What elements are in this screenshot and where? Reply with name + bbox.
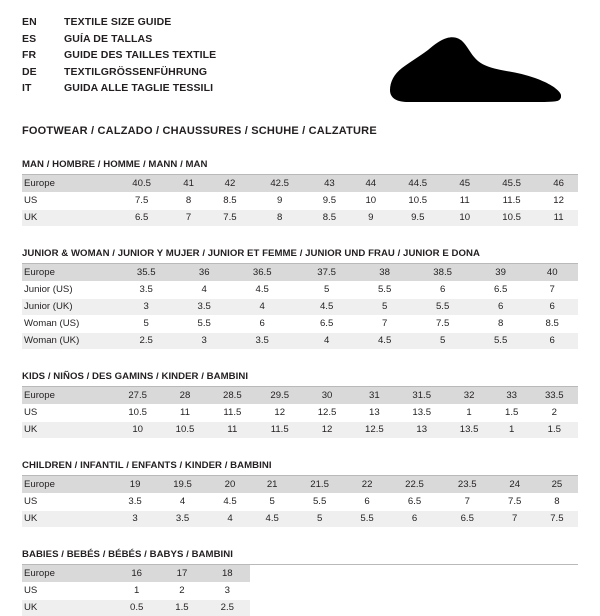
size-cell: 38: [359, 264, 411, 281]
size-cell: 5.5: [359, 281, 411, 298]
size-cell: 36: [178, 264, 230, 281]
size-cell: 44: [351, 175, 390, 192]
size-cell: 12.5: [303, 404, 350, 421]
size-cell: 4.5: [294, 298, 358, 315]
group-man: [0, 137, 600, 226]
size-cell: 7.5: [114, 192, 169, 209]
row-label: Junior (US): [22, 281, 114, 298]
size-cell: 7: [526, 281, 578, 298]
language-code: IT: [22, 82, 32, 95]
size-cell: 6.5: [114, 209, 169, 226]
size-cell: 8: [169, 192, 208, 209]
size-cell: 4.5: [251, 510, 293, 527]
size-cell: 8: [536, 493, 578, 510]
size-cell: 5: [293, 510, 346, 527]
size-cell: 4.5: [230, 281, 294, 298]
row-label: Woman (UK): [22, 332, 114, 349]
size-cell: 1.5: [531, 421, 578, 438]
size-cell: 8: [475, 315, 527, 332]
language-title: TEXTILE SIZE GUIDE: [64, 16, 172, 28]
size-cell: 11: [209, 421, 256, 438]
size-cell: 5: [251, 493, 293, 510]
size-cell: 2.5: [205, 599, 250, 616]
size-cell: 3: [205, 582, 250, 599]
row-label: UK: [22, 510, 114, 527]
size-cell: 20: [209, 476, 251, 493]
size-cell: 19.5: [156, 476, 209, 493]
language-code: ES: [22, 32, 37, 45]
size-cell: 10.5: [114, 404, 161, 421]
size-cell: 12: [256, 404, 303, 421]
size-cell: 4: [294, 332, 358, 349]
size-cell: 9: [252, 192, 307, 209]
group-junior-woman: [0, 226, 600, 349]
size-cell: 22: [346, 476, 388, 493]
table-row: [22, 421, 578, 438]
size-cell: 33.5: [531, 387, 578, 404]
size-cell: 11: [161, 404, 208, 421]
group-babies: [0, 527, 600, 616]
size-cell: 7.5: [410, 315, 474, 332]
row-label: US: [22, 192, 114, 209]
size-table-junior-woman: [22, 264, 578, 349]
size-cell: 23.5: [441, 476, 494, 493]
size-cell: 5.5: [475, 332, 527, 349]
language-title: TEXTILGRÖSSENFÜHRUNG: [64, 65, 208, 78]
size-cell: 4.5: [359, 332, 411, 349]
size-cell: 1: [445, 404, 492, 421]
size-cell: 25: [536, 476, 578, 493]
size-cell: 42: [208, 175, 252, 192]
size-cell: 29.5: [256, 387, 303, 404]
size-cell: 9.5: [307, 192, 351, 209]
language-row-fr: [22, 47, 216, 64]
language-row-es: [22, 31, 216, 48]
size-cell: 18: [205, 565, 250, 582]
size-cell: 10: [351, 192, 390, 209]
size-cell: 4.5: [209, 493, 251, 510]
group-kids: [0, 349, 600, 438]
document-header: [0, 0, 600, 113]
table-row: [22, 493, 578, 510]
size-cell: 39: [475, 264, 527, 281]
dress-shoe-icon: [384, 14, 578, 113]
table-row: [22, 332, 578, 349]
table-row: [22, 209, 578, 226]
size-cell: 13.5: [398, 404, 445, 421]
size-cell: 10.5: [161, 421, 208, 438]
size-cell: 3.5: [230, 332, 294, 349]
language-row-it: [22, 80, 216, 97]
size-cell: 7.5: [536, 510, 578, 527]
size-cell: 44.5: [390, 175, 445, 192]
table-row: [22, 476, 578, 493]
group-heading: CHILDREN / INFANTIL / ENFANTS / KINDER / BAMBINI: [22, 438, 578, 476]
size-table-babies: [22, 565, 250, 616]
language-title: GUIDA ALLE TAGLIE TESSILI: [64, 82, 214, 95]
size-cell: 24: [494, 476, 536, 493]
size-cell: 22.5: [388, 476, 441, 493]
size-cell: 45: [445, 175, 484, 192]
table-row: [22, 175, 578, 192]
size-cell: 8.5: [307, 209, 351, 226]
row-label: Europe: [22, 565, 114, 582]
size-cell: 6.5: [294, 315, 358, 332]
size-cell: 7: [359, 315, 411, 332]
size-cell: 7.5: [208, 209, 252, 226]
language-row-de: [22, 64, 216, 81]
size-cell: 6.5: [475, 281, 527, 298]
size-cell: 4: [156, 493, 209, 510]
size-cell: 40: [526, 264, 578, 281]
size-cell: 6.5: [441, 510, 494, 527]
row-label: Woman (US): [22, 315, 114, 332]
size-cell: 19: [114, 476, 156, 493]
size-cell: 7: [441, 493, 494, 510]
size-cell: 11: [445, 192, 484, 209]
table-row: [22, 404, 578, 421]
size-cell: 46: [539, 175, 578, 192]
size-cell: 10: [114, 421, 161, 438]
size-cell: 12: [303, 421, 350, 438]
language-code: DE: [22, 65, 37, 78]
size-cell: 6: [526, 298, 578, 315]
size-cell: 7: [494, 510, 536, 527]
size-cell: 5.5: [293, 493, 346, 510]
size-cell: 10.5: [484, 209, 539, 226]
table-row: [22, 599, 250, 616]
size-table-man: [22, 175, 578, 226]
row-label: US: [22, 493, 114, 510]
size-cell: 37.5: [294, 264, 358, 281]
row-label: Europe: [22, 387, 114, 404]
size-cell: 9: [351, 209, 390, 226]
size-table-kids: [22, 387, 578, 438]
size-cell: 5: [114, 315, 178, 332]
row-label: Europe: [22, 476, 114, 493]
size-cell: 40.5: [114, 175, 169, 192]
size-cell: 3.5: [156, 510, 209, 527]
group-heading: JUNIOR & WOMAN / JUNIOR Y MUJER / JUNIOR ET FEMME / JUNIOR UND FRAU / JUNIOR E DONA: [22, 226, 578, 264]
table-row: [22, 192, 578, 209]
size-cell: 1: [114, 582, 159, 599]
row-label: UK: [22, 599, 114, 616]
size-cell: 33: [493, 387, 531, 404]
size-cell: 3: [114, 510, 156, 527]
size-cell: 6: [346, 493, 388, 510]
size-cell: 42.5: [252, 175, 307, 192]
language-title: GUÍA DE TALLAS: [64, 32, 153, 45]
size-cell: 27.5: [114, 387, 161, 404]
size-cell: 3: [178, 332, 230, 349]
language-title: GUIDE DES TAILLES TEXTILE: [64, 49, 217, 62]
size-cell: 5.5: [346, 510, 388, 527]
group-heading: MAN / HOMBRE / HOMME / MANN / MAN: [22, 137, 578, 175]
row-label: US: [22, 582, 114, 599]
size-cell: 6: [388, 510, 441, 527]
size-cell: 11: [539, 209, 578, 226]
size-cell: 1: [493, 421, 531, 438]
table-row: [22, 582, 250, 599]
size-cell: 7: [169, 209, 208, 226]
row-label: Junior (UK): [22, 298, 114, 315]
size-cell: 6: [230, 315, 294, 332]
row-label: UK: [22, 421, 114, 438]
group-heading: KIDS / NIÑOS / DES GAMINS / KINDER / BAMBINI: [22, 349, 578, 387]
size-cell: 6: [410, 281, 474, 298]
size-cell: 31.5: [398, 387, 445, 404]
size-cell: 6.5: [388, 493, 441, 510]
group-heading: BABIES / BEBÉS / BÉBÉS / BABYS / BAMBINI: [22, 527, 578, 565]
table-row: [22, 298, 578, 315]
size-cell: 13: [351, 404, 398, 421]
size-cell: 28.5: [209, 387, 256, 404]
size-cell: 38.5: [410, 264, 474, 281]
size-cell: 13: [398, 421, 445, 438]
size-cell: 6: [475, 298, 527, 315]
size-cell: 8: [252, 209, 307, 226]
size-cell: 6: [526, 332, 578, 349]
row-label: Europe: [22, 175, 114, 192]
row-label: Europe: [22, 264, 114, 281]
row-label: UK: [22, 209, 114, 226]
size-cell: 3: [114, 298, 178, 315]
table-row: [22, 315, 578, 332]
size-cell: 10: [445, 209, 484, 226]
size-cell: 32: [445, 387, 492, 404]
size-cell: 3.5: [114, 281, 178, 298]
size-cell: 11.5: [484, 192, 539, 209]
size-cell: 3.5: [114, 493, 156, 510]
size-cell: 3.5: [178, 298, 230, 315]
table-row: [22, 281, 578, 298]
size-cell: 17: [159, 565, 204, 582]
size-cell: 5: [410, 332, 474, 349]
size-cell: 21.5: [293, 476, 346, 493]
size-cell: 2: [159, 582, 204, 599]
size-cell: 2.5: [114, 332, 178, 349]
size-cell: 5: [359, 298, 411, 315]
row-label: US: [22, 404, 114, 421]
size-cell: 9.5: [390, 209, 445, 226]
size-cell: 1.5: [159, 599, 204, 616]
size-cell: 11.5: [256, 421, 303, 438]
size-cell: 4: [209, 510, 251, 527]
group-children: [0, 438, 600, 527]
size-cell: 5.5: [178, 315, 230, 332]
size-cell: 2: [531, 404, 578, 421]
language-code: EN: [22, 16, 37, 28]
size-table-children: [22, 476, 578, 527]
size-cell: 28: [161, 387, 208, 404]
table-row: [22, 264, 578, 281]
size-cell: 35.5: [114, 264, 178, 281]
size-cell: 31: [351, 387, 398, 404]
table-row: [22, 387, 578, 404]
size-cell: 5: [294, 281, 358, 298]
size-cell: 1.5: [493, 404, 531, 421]
size-cell: 10.5: [390, 192, 445, 209]
size-cell: 43: [307, 175, 351, 192]
size-cell: 8.5: [526, 315, 578, 332]
size-cell: 7.5: [494, 493, 536, 510]
size-cell: 45.5: [484, 175, 539, 192]
size-cell: 16: [114, 565, 159, 582]
language-title-list: [22, 14, 216, 97]
size-cell: 21: [251, 476, 293, 493]
size-cell: 36.5: [230, 264, 294, 281]
size-cell: 12.5: [351, 421, 398, 438]
size-cell: 5.5: [410, 298, 474, 315]
size-cell: 12: [539, 192, 578, 209]
size-cell: 41: [169, 175, 208, 192]
size-cell: 0.5: [114, 599, 159, 616]
size-cell: 4: [178, 281, 230, 298]
size-cell: 30: [303, 387, 350, 404]
table-row: [22, 565, 250, 582]
size-cell: 11.5: [209, 404, 256, 421]
size-cell: 13.5: [445, 421, 492, 438]
language-code: FR: [22, 49, 37, 62]
language-row-en: [22, 14, 216, 31]
size-cell: 4: [230, 298, 294, 315]
table-row: [22, 510, 578, 527]
footwear-section-title: FOOTWEAR / CALZADO / CHAUSSURES / SCHUHE / CALZATURE: [22, 125, 377, 137]
size-cell: 8.5: [208, 192, 252, 209]
